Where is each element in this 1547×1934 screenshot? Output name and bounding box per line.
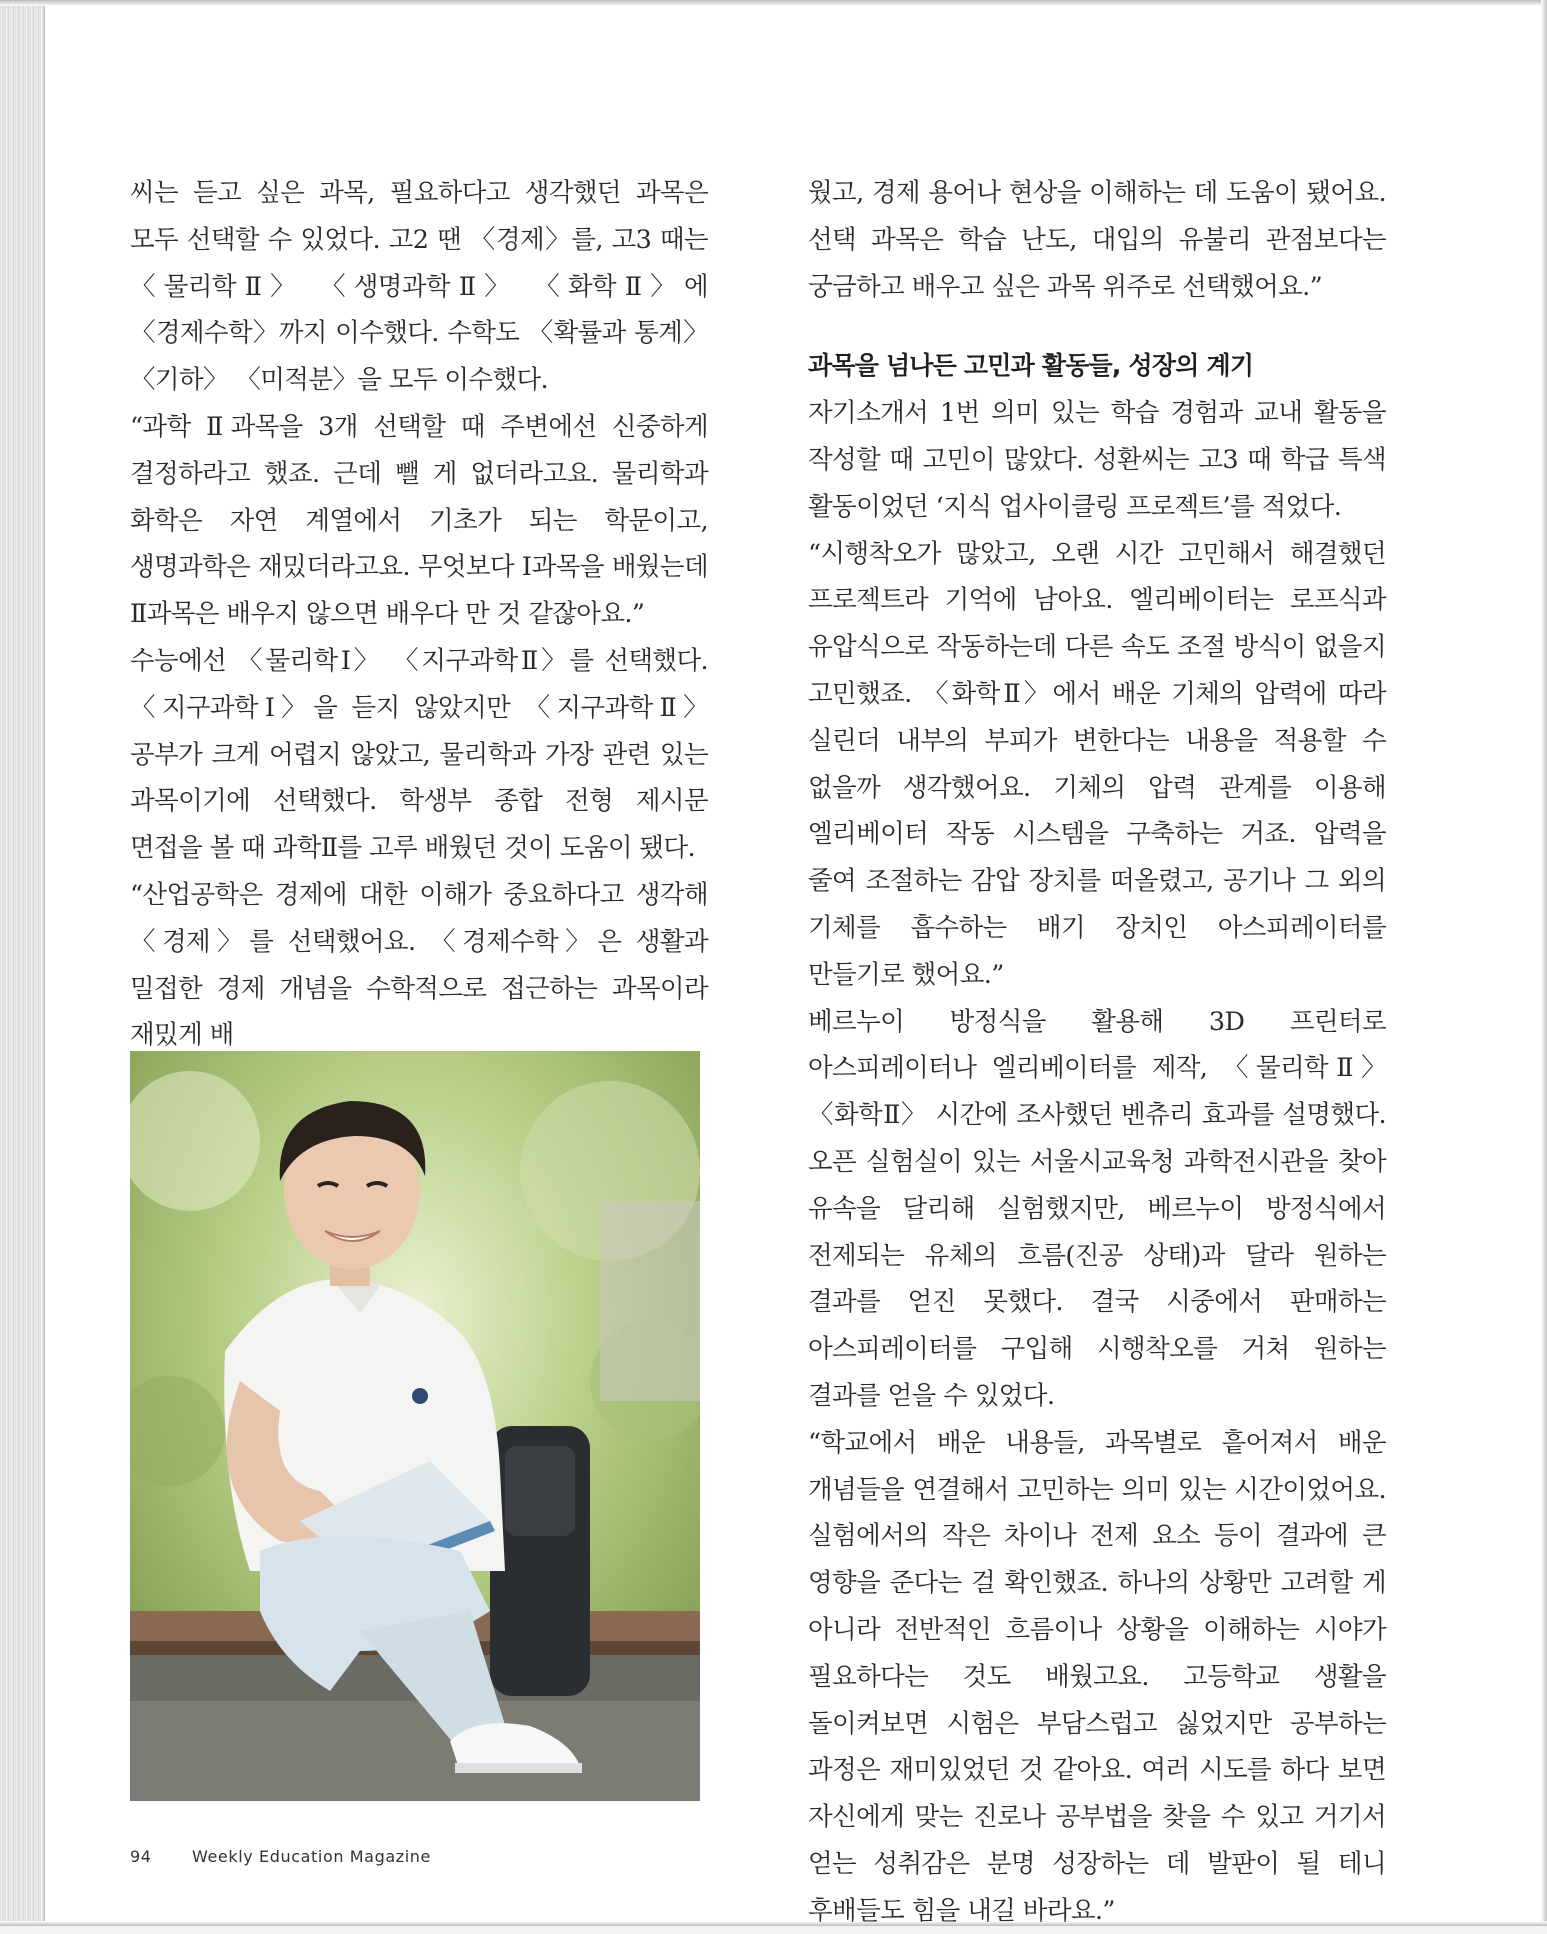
section-heading: 과목을 넘나든 고민과 활동들, 성장의 계기 <box>808 351 1254 381</box>
right-paragraph-5: “학교에서 배운 내용들, 과목별로 흩어져서 배운 개념들을 연결해서 고민하는 의미 있는 시간이었어요. 실험에서의 작은 차이나 전제 요소 등이 결과에 큰 영향을 준다는 걸 확인했죠. 하나의 상황만 고려할 게 아니라 전반적인 흐름이나 상황을 이해하는 시야가 필요하다는 것도 배웠고요. 고등학교 생활을 돌이켜보면 시험은 부담스럽고 싫었지만 공부하는 과정은 재미있었던 것 같아요. 여러 시도를 하다 보면 자신에게 맞는 진로나 공부법을 찾을 수 있고 거기서 얻는 성취감은 분명 성장하는 데 발판이 될 테니 후배들도 힘을 내길 바라요.” <box>808 1427 1386 1926</box>
left-paragraph-2: “과학 Ⅱ과목을 3개 선택할 때 주변에선 신중하게 결정하라고 했죠. 근데 뺄 게 없더라고요. 물리학과 화학은 자연 계열에서 기초가 되는 학문이고, 생명과학은 재밌더라고요. 무엇보다 Ⅰ과목을 배웠는데 Ⅱ과목은 배우지 않으면 배우다 만 것 같잖아요.” <box>130 411 708 630</box>
right-paragraph-3: “시행착오가 많았고, 오랜 시간 고민해서 해결했던 프로젝트라 기억에 남아요. 엘리베이터는 로프식과 유압식으로 작동하는데 다른 속도 조절 방식이 없을지 고민했죠. 〈화학Ⅱ〉에서 배운 기체의 압력에 따라 실린더 내부의 부피가 변한다는 내용을 적용할 수 없을까 생각했어요. 기체의 압력 관계를 이용해 엘리베이터 작동 시스템을 구축하는 거죠. 압력을 줄여 조절하는 감압 장치를 떠올렸고, 공기나 그 외의 기체를 흡수하는 배기 장치인 아스피레이터를 만들기로 했어요.” <box>808 538 1386 990</box>
right-column <box>808 170 1386 1934</box>
left-column <box>130 170 708 1059</box>
left-paragraph-4: “산업공학은 경제에 대한 이해가 중요하다고 생각해 〈경제〉를 선택했어요. 〈경제수학〉은 생활과 밀접한 경제 개념을 수학적으로 접근하는 과목이라 재밌게 배 <box>130 879 708 1051</box>
right-paragraph-2: 자기소개서 1번 의미 있는 학습 경험과 교내 활동을 작성할 때 고민이 많았다. 성환씨는 고3 때 학급 특색 활동이었던 ‘지식 업사이클링 프로젝트’를 적었다. <box>808 398 1386 522</box>
page-footer <box>130 1847 431 1866</box>
page-top-edge <box>0 0 1547 6</box>
page-right-edge <box>1541 0 1547 1926</box>
magazine-name: Weekly Education Magazine <box>192 1847 431 1866</box>
page-number: 94 <box>130 1847 152 1866</box>
student-photo <box>130 1051 700 1801</box>
page-stack-edge <box>0 0 45 1926</box>
student-photo-illustration <box>130 1051 700 1801</box>
right-paragraph-1: 웠고, 경제 용어나 현상을 이해하는 데 도움이 됐어요. 선택 과목은 학습 난도, 대입의 유불리 관점보다는 궁금하고 배우고 싶은 과목 위주로 선택했어요.” <box>808 178 1386 302</box>
left-paragraph-1: 씨는 듣고 싶은 과목, 필요하다고 생각했던 과목은 모두 선택할 수 있었다. 고2 땐 〈경제〉를, 고3 때는 〈물리학Ⅱ〉 〈생명과학Ⅱ〉 〈화학Ⅱ〉에 〈경제수학〉까지 이수했다. 수학도 〈확률과 통계〉 〈기하〉 〈미적분〉을 모두 이수했다. <box>130 178 708 396</box>
right-paragraph-4: 베르누이 방정식을 활용해 3D 프린터로 아스피레이터나 엘리베이터를 제작, 〈물리학Ⅱ〉 〈화학Ⅱ〉 시간에 조사했던 벤츄리 효과를 설명했다. 오픈 실험실이 있는 서울시교육청 과학전시관을 찾아 유속을 달리해 실험했지만, 베르누이 방정식에서 전제되는 유체의 흐름(진공 상태)과 달라 원하는 결과를 얻진 못했다. 결국 시중에서 판매하는 아스피레이터를 구입해 시행착오를 거쳐 원하는 결과를 얻을 수 있었다. <box>808 1006 1386 1411</box>
left-paragraph-3: 수능에선 〈물리학Ⅰ〉 〈지구과학Ⅱ〉를 선택했다. 〈지구과학Ⅰ〉을 듣지 않았지만 〈지구과학Ⅱ〉 공부가 크게 어렵지 않았고, 물리학과 가장 관련 있는 과목이기에 선택했다. 학생부 종합 전형 제시문 면접을 볼 때 과학Ⅱ를 고루 배웠던 것이 도움이 됐다. <box>130 645 708 864</box>
